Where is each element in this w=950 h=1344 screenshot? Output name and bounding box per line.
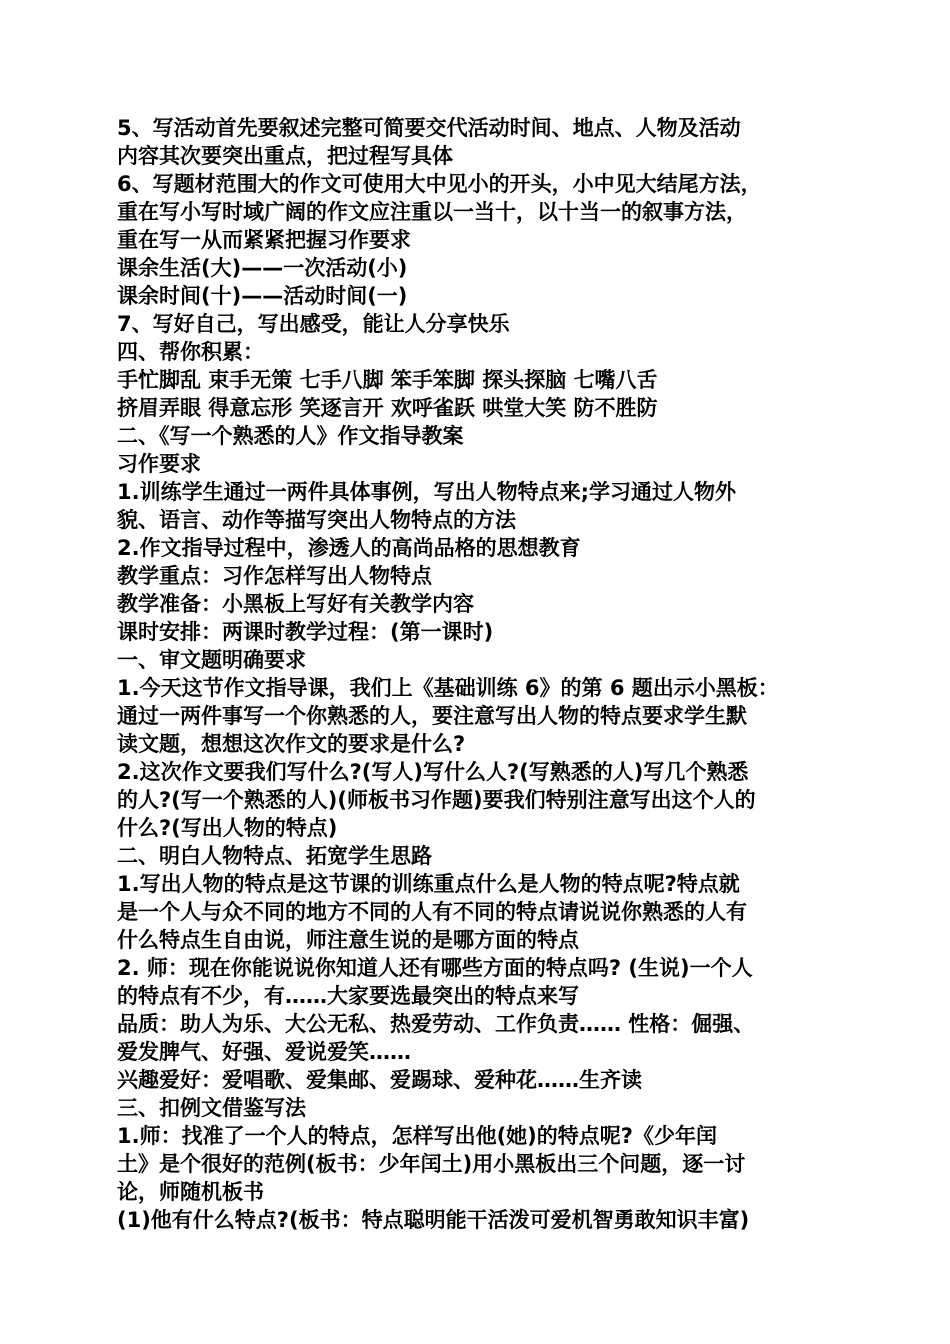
text-line: 5、写活动首先要叙述完整可简要交代活动时间、地点、人物及活动 — [117, 116, 741, 140]
text-line: 是一个人与众不同的地方不同的人有不同的特点请说说你熟悉的人有 — [117, 900, 747, 924]
text-line: 爱发脾气、好强、爱说爱笑…… — [117, 1040, 411, 1064]
text-line: 2.作文指导过程中，渗透人的高尚品格的思想教育 — [117, 536, 581, 560]
text-line: 什么特点生自由说，师注意生说的是哪方面的特点 — [117, 928, 579, 952]
idiom-line: 挤眉弄眼 得意忘形 笑逐言开 欢呼雀跃 哄堂大笑 防不胜防 — [117, 396, 658, 420]
text-line: 2. 师：现在你能说说你知道人还有哪些方面的特点吗? (生说)一个人 — [117, 956, 753, 980]
text-line: 课时安排：两课时教学过程：(第一课时) — [117, 620, 494, 644]
subsection-heading: 习作要求 — [117, 452, 201, 476]
section-heading: 二、《写一个熟悉的人》作文指导教案 — [117, 424, 464, 448]
text-line: 什么?(写出人物的特点) — [117, 816, 338, 840]
text-line: 的特点有不少，有……大家要选最突出的特点来写 — [117, 984, 579, 1008]
section-heading: 四、帮你积累： — [117, 340, 264, 364]
text-line: 课余时间(十)——活动时间(一) — [117, 284, 408, 308]
text-line: 貌、语言、动作等描写突出人物特点的方法 — [117, 508, 516, 532]
document-body — [117, 114, 847, 1234]
text-line: 1.训练学生通过一两件具体事例，写出人物特点来;学习通过人物外 — [117, 480, 736, 504]
text-line: 7、写好自己，写出感受，能让人分享快乐 — [117, 312, 510, 336]
text-line: 品质：助人为乐、大公无私、热爱劳动、工作负责…… 性格：倔强、 — [117, 1012, 755, 1036]
text-line: 6、写题材范围大的作文可使用大中见小的开头，小中见大结尾方法， — [117, 172, 762, 196]
text-line: 重在写小写时域广阔的作文应注重以一当十，以十当一的叙事方法， — [117, 200, 747, 224]
text-line: (1)他有什么特点?(板书：特点聪明能干活泼可爱机智勇敢知识丰富) — [117, 1208, 750, 1232]
text-line: 论，师随机板书 — [117, 1180, 264, 1204]
text-line: 1.写出人物的特点是这节课的训练重点什么是人物的特点呢?特点就 — [117, 872, 740, 896]
section-heading: 三、扣例文借鉴写法 — [117, 1096, 306, 1120]
text-line: 的人?(写一个熟悉的人)(师板书习作题)要我们特别注意写出这个人的 — [117, 788, 756, 812]
text-line: 2.这次作文要我们写什么?(写人)写什么人?(写熟悉的人)写几个熟悉 — [117, 760, 749, 784]
text-line: 通过一两件事写一个你熟悉的人，要注意写出人物的特点要求学生默 — [117, 704, 747, 728]
text-line: 重在写一从而紧紧把握习作要求 — [117, 228, 411, 252]
text-line: 教学重点：习作怎样写出人物特点 — [117, 564, 432, 588]
section-heading: 一、审文题明确要求 — [117, 648, 306, 672]
text-line: 兴趣爱好：爱唱歌、爱集邮、爱踢球、爱种花……生齐读 — [117, 1068, 642, 1092]
text-line: 读文题，想想这次作文的要求是什么? — [117, 732, 466, 756]
idiom-line: 手忙脚乱 束手无策 七手八脚 笨手笨脚 探头探脑 七嘴八舌 — [117, 368, 658, 392]
text-line: 教学准备：小黑板上写好有关教学内容 — [117, 592, 474, 616]
text-line: 1.今天这节作文指导课，我们上《基础训练 6》的第 6 题出示小黑板： — [117, 676, 779, 700]
text-line: 1.师：找准了一个人的特点，怎样写出他(她)的特点呢?《少年闰 — [117, 1124, 717, 1148]
text-line: 内容其次要突出重点，把过程写具体 — [117, 144, 453, 168]
section-heading: 二、明白人物特点、拓宽学生思路 — [117, 844, 432, 868]
text-line: 土》是个很好的范例(板书：少年闰土)用小黑板出三个问题，逐一讨 — [117, 1152, 746, 1176]
text-line: 课余生活(大)——一次活动(小) — [117, 256, 408, 280]
